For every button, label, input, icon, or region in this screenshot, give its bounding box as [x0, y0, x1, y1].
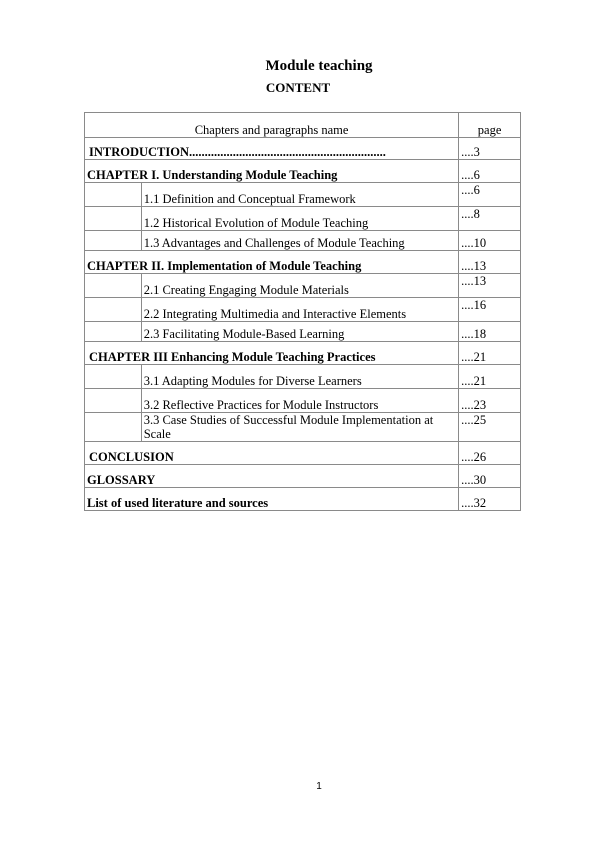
toc-row-3-3	[85, 413, 521, 442]
toc-indent-cell	[85, 231, 142, 251]
toc-entry-page: ....26	[459, 442, 521, 465]
toc-indent-cell	[85, 389, 142, 413]
toc-row-1-3	[85, 231, 521, 251]
toc-header-page: page	[459, 113, 521, 138]
toc-indent-cell	[85, 413, 142, 442]
toc-entry-page: ....18	[459, 322, 521, 342]
toc-entry-label: 3.1 Adapting Modules for Diverse Learners	[141, 365, 458, 389]
toc-indent-cell	[85, 183, 142, 207]
toc-entry-label: 2.1 Creating Engaging Module Materials	[141, 274, 458, 298]
toc-row-glossary	[85, 465, 521, 488]
toc-entry-page: ....23	[459, 389, 521, 413]
toc-indent-cell	[85, 322, 142, 342]
toc-entry-label: 2.3 Facilitating Module-Based Learning	[141, 322, 458, 342]
toc-entry-label: INTRODUCTION...............................................................	[85, 138, 459, 160]
toc-row-chapter-3	[85, 342, 521, 365]
toc-row-1-2	[85, 207, 521, 231]
toc-entry-label: 1.3 Advantages and Challenges of Module Teaching	[141, 231, 458, 251]
toc-row-introduction	[85, 138, 521, 160]
toc-indent-cell	[85, 207, 142, 231]
toc-entry-label: List of used literature and sources	[85, 488, 459, 511]
toc-entry-label: 1.1 Definition and Conceptual Framework	[141, 183, 458, 207]
toc-entry-page: ....16	[459, 298, 521, 322]
toc-entry-label: CHAPTER II. Implementation of Module Teaching	[85, 251, 459, 274]
toc-header-row	[85, 113, 521, 138]
toc-indent-cell	[85, 274, 142, 298]
toc-entry-label: CONCLUSION	[85, 442, 459, 465]
toc-entry-page: ....6	[459, 183, 521, 207]
toc-entry-label: 1.2 Historical Evolution of Module Teaching	[141, 207, 458, 231]
toc-entry-page: ....8	[459, 207, 521, 231]
toc-row-chapter-1	[85, 160, 521, 183]
toc-header-name: Chapters and paragraphs name	[85, 113, 459, 138]
toc-entry-page: ....3	[459, 138, 521, 160]
toc-entry-page: ....13	[459, 251, 521, 274]
content-heading: CONTENT	[265, 80, 331, 95]
toc-row-3-1	[85, 365, 521, 389]
page-number: 1	[316, 781, 322, 792]
toc-entry-page: ....13	[459, 274, 521, 298]
toc-row-literature	[85, 488, 521, 511]
toc-entry-page: ....21	[459, 365, 521, 389]
toc-row-2-1	[85, 274, 521, 298]
toc-entry-label: CHAPTER III Enhancing Module Teaching Practices	[85, 342, 459, 365]
table-of-contents	[84, 112, 521, 511]
toc-entry-label: 3.3 Case Studies of Successful Module Implementation at Scale	[141, 413, 458, 442]
toc-entry-page: ....32	[459, 488, 521, 511]
toc-entry-page: ....21	[459, 342, 521, 365]
toc-entry-label: 3.2 Reflective Practices for Module Instructors	[141, 389, 458, 413]
toc-row-3-2	[85, 389, 521, 413]
toc-entry-label: GLOSSARY	[85, 465, 459, 488]
toc-entry-page: ....30	[459, 465, 521, 488]
toc-entry-label: CHAPTER I. Understanding Module Teaching	[85, 160, 459, 183]
toc-row-2-3	[85, 322, 521, 342]
toc-entry-page: ....6	[459, 160, 521, 183]
toc-row-conclusion	[85, 442, 521, 465]
toc-row-2-2	[85, 298, 521, 322]
toc-row-chapter-2	[85, 251, 521, 274]
toc-entry-page: ....10	[459, 231, 521, 251]
toc-row-1-1	[85, 183, 521, 207]
toc-entry-label: 2.2 Integrating Multimedia and Interactive Elements	[141, 298, 458, 322]
document-title: Module teaching	[265, 58, 373, 74]
toc-entry-page: ....25	[459, 413, 521, 442]
toc-indent-cell	[85, 298, 142, 322]
toc-indent-cell	[85, 365, 142, 389]
